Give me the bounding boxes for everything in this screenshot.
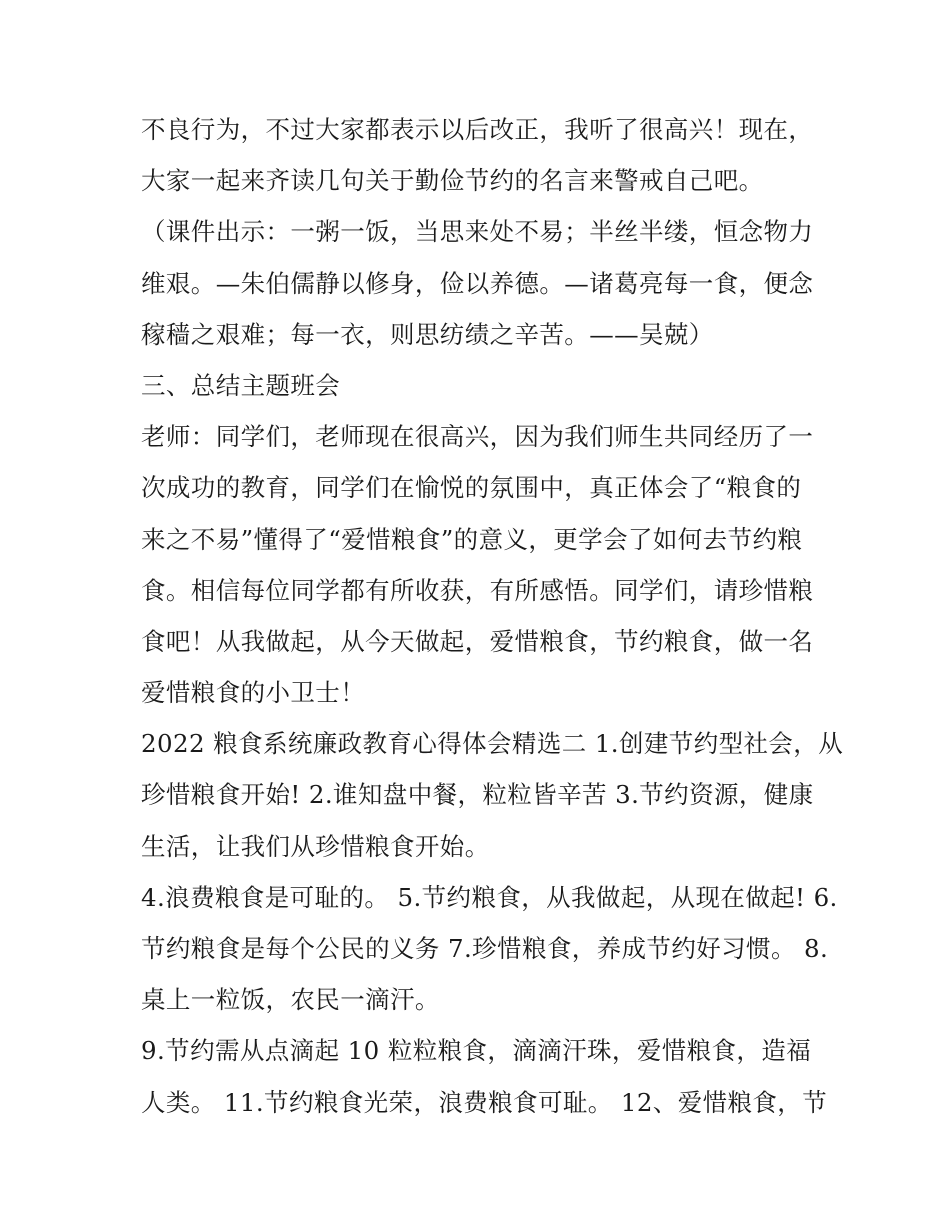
document-body	[141, 104, 844, 1128]
text-line: 稼穑之艰难；每一衣，则思纺绩之辛苦。——吴兢）	[141, 319, 714, 349]
text-line: 桌上一粒饭，农民一滴汗。	[141, 985, 440, 1015]
text-line: 珍惜粮食开始! 2.谁知盘中餐，粒粒皆辛苦 3.节约资源，健康	[141, 780, 814, 810]
text-line: 爱惜粮食的小卫士！	[141, 678, 366, 708]
text-line: 食。相信每位同学都有所收获，有所感悟。同学们，请珍惜粮	[141, 575, 814, 605]
text-line: 老师：同学们，老师现在很高兴，因为我们师生共同经历了一	[141, 422, 814, 452]
text-line: 生活，让我们从珍惜粮食开始。	[141, 831, 490, 861]
text-line: 2022 粮食系统廉政教育心得体会精选二 1.创建节约型社会，从	[141, 729, 844, 759]
text-line: 来之不易”懂得了“爱惜粮食”的意义，更学会了如何去节约粮	[141, 524, 803, 554]
text-line: 食吧！从我做起，从今天做起，爱惜粮食，节约粮食，做一名	[141, 626, 814, 656]
text-line: 4.浪费粮食是可耻的。 5.节约粮食，从我做起，从现在做起! 6.	[141, 882, 838, 912]
text-line: 人类。 11.节约粮食光荣，浪费粮食可耻。 12、爱惜粮食，节	[141, 1087, 828, 1117]
text-line: 维艰。—朱伯儒静以修身，俭以养德。—诸葛亮每一食，便念	[141, 268, 814, 298]
text-line: 不良行为，不过大家都表示以后改正，我听了很高兴！现在，	[141, 115, 814, 144]
text-line: 节约粮食是每个公民的义务 7.珍惜粮食，养成节约好习惯。 8.	[141, 934, 829, 963]
text-line: （课件出示：一粥一饭，当思来处不易；半丝半缕，恒念物力	[141, 217, 814, 247]
text-line: 次成功的教育，同学们在愉悦的氛围中，真正体会了“粮食的	[141, 473, 802, 503]
text-line: 大家一起来齐读几句关于勤俭节约的名言来警戒自己吧。	[141, 166, 764, 196]
text-line: 9.节约需从点滴起 10 粒粒粮食，滴滴汗珠，爱惜粮食，造福	[141, 1036, 812, 1066]
section-heading: 三、总结主题班会	[141, 370, 341, 400]
